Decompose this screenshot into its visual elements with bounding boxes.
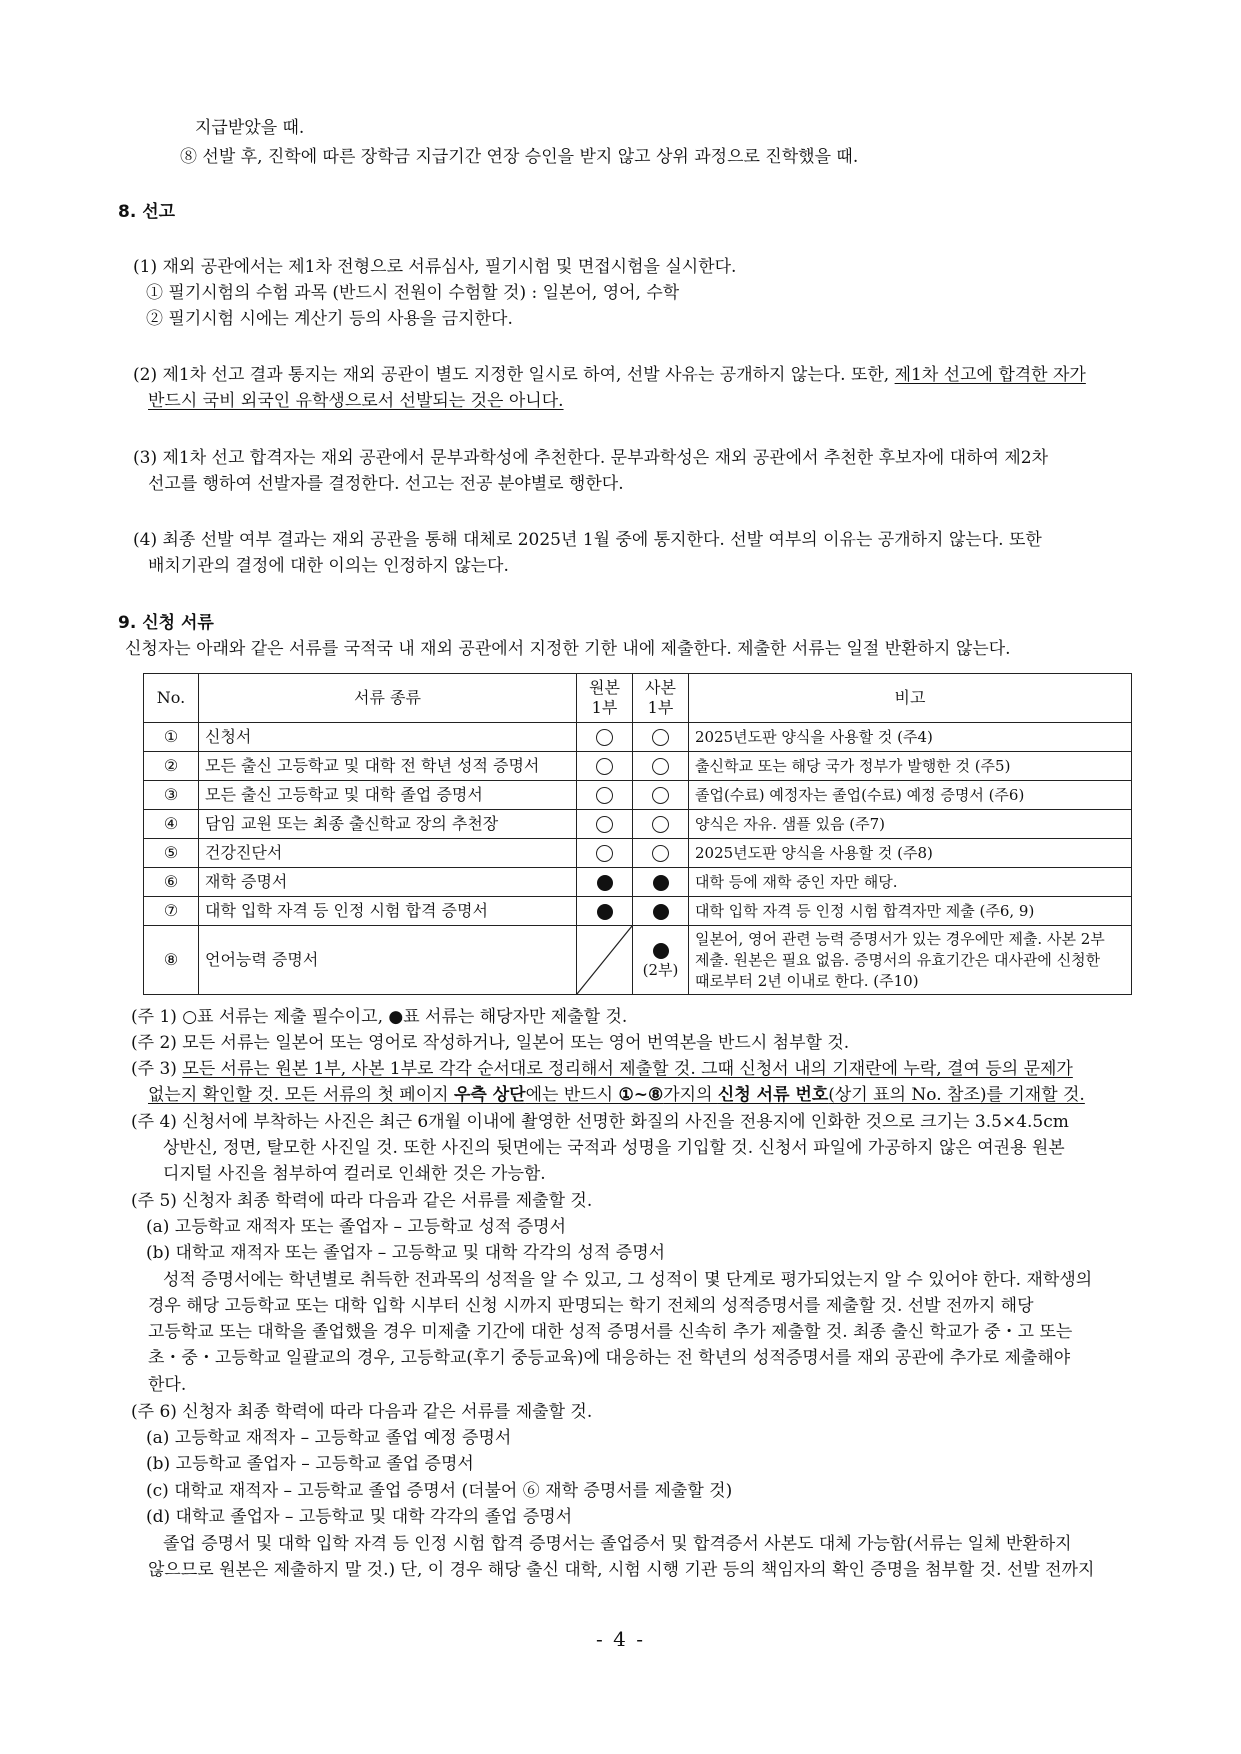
row-no: ③ — [144, 781, 199, 810]
original-cell — [577, 810, 633, 839]
filled-circle-icon — [653, 875, 669, 891]
row-no: ⑦ — [144, 897, 199, 926]
table-row — [144, 752, 1132, 781]
empty-circle-icon — [652, 787, 669, 804]
note-6-para-1: 졸업 증명서 및 대학 입학 자격 등 인정 시험 합격 증명서는 졸업증서 및 합격증서 사본도 대체 가능함(서류는 일체 반환하지 — [163, 1534, 1072, 1554]
s8-p4-line-1: (4) 최종 선발 여부 결과는 재외 공관을 통해 대체로 2025년 1월 중에 통지한다. 선발 여부의 이유는 공개하지 않는다. 또한 — [133, 530, 1042, 550]
empty-circle-icon — [652, 816, 669, 833]
note-6-item-c: (c) 대학교 재적자 – 고등학교 졸업 증명서 (더불어 ⑥ 재학 증명서를 제출할 것) — [146, 1481, 733, 1501]
filled-circle-icon — [597, 904, 613, 920]
note-6-item-b: (b) 고등학교 졸업자 – 고등학교 졸업 증명서 — [146, 1454, 474, 1474]
copy-cell — [633, 723, 689, 752]
note-3-line-2: 없는지 확인할 것. 모든 서류의 첫 페이지 우측 상단에는 반드시 ①~⑧가지의 신청 서류 번호(상기 표의 No. 참조)를 기재할 것. — [148, 1085, 1085, 1105]
copy-cell — [633, 868, 689, 897]
row8-original-not-required — [577, 926, 633, 995]
note-5-para-2: 경우 해당 고등학교 또는 대학 입학 시부터 신청 시까지 판명되는 학기 전체의 성적증명서를 제출할 것. 선발 전까지 해당 — [148, 1296, 1034, 1316]
note-4-line-2: 상반신, 정면, 탈모한 사진일 것. 또한 사진의 뒷면에는 국적과 성명을 기입할 것. 신청서 파일에 가공하지 않은 여권용 원본 — [163, 1138, 1065, 1158]
note-4-line-1: (주 4) 신청서에 부착하는 사진은 최근 6개월 이내에 촬영한 선명한 화질의 사진을 전용지에 인화한 것으로 크기는 3.5×4.5cm — [131, 1112, 1069, 1132]
row-document-type: 대학 입학 자격 등 인정 시험 합격 증명서 — [199, 897, 577, 926]
filled-circle-icon — [653, 943, 669, 959]
note-2: (주 2) 모든 서류는 일본어 또는 영어로 작성하거나, 일본어 또는 영어 번역본을 반드시 첨부할 것. — [131, 1033, 850, 1053]
table-row-8 — [144, 926, 1132, 995]
original-cell — [577, 839, 633, 868]
empty-circle-icon — [596, 816, 613, 833]
note-5-para-4: 초・중・고등학교 일괄교의 경우, 고등학교(후기 중등교육)에 대응하는 전 학년의 성적증명서를 재외 공관에 추가로 제출해야 — [148, 1348, 1071, 1368]
row8-copy: (2부) — [633, 926, 689, 995]
copy-cell — [633, 897, 689, 926]
copy-cell — [633, 839, 689, 868]
table-body — [144, 723, 1132, 926]
row-remarks: 2025년도판 양식을 사용할 것 (주8) — [689, 839, 1132, 868]
s8-p2-underline-1: 제1차 선고에 합격한 자가 — [894, 365, 1086, 385]
s9-intro: 신청자는 아래와 같은 서류를 국적국 내 재외 공관에서 지정한 기한 내에 제출한다. 제출한 서류는 일절 반환하지 않는다. — [125, 639, 1011, 659]
original-cell — [577, 897, 633, 926]
note-6-item-a: (a) 고등학교 재적자 – 고등학교 졸업 예정 증명서 — [146, 1428, 512, 1448]
table-header-row — [144, 674, 1132, 723]
header-original: 원본 1부 — [577, 674, 633, 723]
row-remarks: 대학 등에 재학 중인 자만 해당. — [689, 868, 1132, 897]
row-remarks: 졸업(수료) 예정자는 졸업(수료) 예정 증명서 (주6) — [689, 781, 1132, 810]
copy-cell — [633, 781, 689, 810]
table-row — [144, 810, 1132, 839]
s8-p1: (1) 재외 공관에서는 제1차 전형으로 서류심사, 필기시험 및 면접시험을 실시한다. — [133, 257, 737, 277]
row8-remarks: 일본어, 영어 관련 능력 증명서가 있는 경우에만 제출. 사본 2부 제출. 원본은 필요 없음. 증명서의 유효기간은 대사관에 신청한 때로부터 2년 이내로 한다. (주10) — [689, 926, 1132, 995]
table-row — [144, 868, 1132, 897]
note-6-para-2: 않으므로 원본은 제출하지 말 것.) 단, 이 경우 해당 출신 대학, 시험 시행 기관 등의 책임자의 확인 증명을 첨부할 것. 선발 전까지 — [148, 1560, 1095, 1580]
section-9-title: 9. 신청 서류 — [118, 613, 214, 633]
row-document-type: 담임 교원 또는 최종 출신학교 장의 추천장 — [199, 810, 577, 839]
empty-circle-icon — [596, 758, 613, 775]
row-document-type: 신청서 — [199, 723, 577, 752]
copy-cell — [633, 810, 689, 839]
diagonal-slash-icon — [577, 926, 632, 994]
s8-p3-line-1: (3) 제1차 선고 합격자는 재외 공관에서 문부과학성에 추천한다. 문부과학성은 재외 공관에서 추천한 후보자에 대하여 제2차 — [133, 448, 1049, 468]
intro-line-2: ⑧ 선발 후, 진학에 따른 장학금 지급기간 연장 승인을 받지 않고 상위 과정으로 진학했을 때. — [180, 147, 859, 167]
empty-circle-icon — [652, 729, 669, 746]
filled-circle-icon — [597, 875, 613, 891]
note-5-item-b: (b) 대학교 재적자 또는 졸업자 – 고등학교 및 대학 각각의 성적 증명서 — [146, 1243, 666, 1263]
row-remarks: 대학 입학 자격 등 인정 시험 합격자만 제출 (주6, 9) — [689, 897, 1132, 926]
empty-circle-icon — [596, 787, 613, 804]
row-no: ⑤ — [144, 839, 199, 868]
row-no: ④ — [144, 810, 199, 839]
header-copy: 사본 1부 — [633, 674, 689, 723]
note-5-item-a: (a) 고등학교 재적자 또는 졸업자 – 고등학교 성적 증명서 — [146, 1217, 566, 1237]
header-remarks: 비고 — [689, 674, 1132, 723]
row8-no: ⑧ — [144, 926, 199, 995]
row-no: ① — [144, 723, 199, 752]
note-6-item-d: (d) 대학교 졸업자 – 고등학교 및 대학 각각의 졸업 증명서 — [146, 1507, 573, 1527]
original-cell — [577, 723, 633, 752]
documents-table — [143, 673, 1132, 995]
table-row — [144, 781, 1132, 810]
row-document-type: 재학 증명서 — [199, 868, 577, 897]
note-5: (주 5) 신청자 최종 학력에 따라 다음과 같은 서류를 제출할 것. — [131, 1191, 593, 1211]
s8-p1-item-1: ① 필기시험의 수험 과목 (반드시 전원이 수험할 것) : 일본어, 영어, 수학 — [146, 283, 680, 303]
table-row — [144, 839, 1132, 868]
row-no: ② — [144, 752, 199, 781]
note-3-line-1: (주 3) 모든 서류는 원본 1부, 사본 1부로 각각 순서대로 정리해서 제출할 것. 그때 신청서 내의 기재란에 누락, 결여 등의 문제가 — [131, 1059, 1073, 1079]
original-cell — [577, 868, 633, 897]
filled-circle-icon — [653, 904, 669, 920]
row-document-type: 모든 출신 고등학교 및 대학 졸업 증명서 — [199, 781, 577, 810]
s8-p2-line-2 — [148, 389, 564, 413]
header-document-type: 서류 종류 — [199, 674, 577, 723]
header-no: No. — [144, 674, 199, 723]
note-5-para-1: 성적 증명서에는 학년별로 취득한 전과목의 성적을 알 수 있고, 그 성적이 몇 단계로 평가되었는지 알 수 있어야 한다. 재학생의 — [163, 1270, 1093, 1290]
note-5-para-5: 한다. — [148, 1375, 187, 1395]
table-row — [144, 897, 1132, 926]
note-6: (주 6) 신청자 최종 학력에 따라 다음과 같은 서류를 제출할 것. — [131, 1402, 593, 1422]
empty-circle-icon — [652, 845, 669, 862]
s8-p2-line-1: (2) 제1차 선고 결과 통지는 재외 공관이 별도 지정한 일시로 하여, 선발 사유는 공개하지 않는다. 또한, 제1차 선고에 합격한 자가 — [133, 365, 1086, 385]
copy-cell — [633, 752, 689, 781]
table-row — [144, 723, 1132, 752]
empty-circle-icon — [596, 729, 613, 746]
note-4-line-3: 디지털 사진을 첨부하여 컬러로 인쇄한 것은 가능함. — [163, 1164, 546, 1184]
row-remarks: 출신학교 또는 해당 국가 정부가 발행한 것 (주5) — [689, 752, 1132, 781]
row-remarks: 양식은 자유. 샘플 있음 (주7) — [689, 810, 1132, 839]
row-document-type: 건강진단서 — [199, 839, 577, 868]
s8-p1-item-2: ② 필기시험 시에는 계산기 등의 사용을 금지한다. — [146, 309, 513, 329]
page-number: - 4 - — [596, 1627, 645, 1651]
s8-p4-line-2: 배치기관의 결정에 대한 이의는 인정하지 않는다. — [148, 556, 509, 576]
empty-circle-icon — [652, 758, 669, 775]
note-5-para-3: 고등학교 또는 대학을 졸업했을 경우 미제출 기간에 대한 성적 증명서를 신속히 추가 제출할 것. 최종 출신 학교가 중・고 또는 — [148, 1322, 1073, 1342]
note-1: (주 1) ○표 서류는 제출 필수이고, ●표 서류는 해당자만 제출할 것. — [131, 1007, 628, 1027]
row-document-type: 모든 출신 고등학교 및 대학 전 학년 성적 증명서 — [199, 752, 577, 781]
s8-p2-underline-2: 반드시 국비 외국인 유학생으로서 선발되는 것은 아니다. — [148, 391, 564, 411]
empty-circle-icon — [596, 845, 613, 862]
section-8-title: 8. 선고 — [118, 202, 176, 222]
intro-line-1: 지급받았을 때. — [195, 118, 305, 138]
row8-type: 언어능력 증명서 — [199, 926, 577, 995]
row-no: ⑥ — [144, 868, 199, 897]
s8-p3-line-2: 선고를 행하여 선발자를 결정한다. 선고는 전공 분야별로 행한다. — [148, 474, 624, 494]
original-cell — [577, 752, 633, 781]
row-remarks: 2025년도판 양식을 사용할 것 (주4) — [689, 723, 1132, 752]
original-cell — [577, 781, 633, 810]
